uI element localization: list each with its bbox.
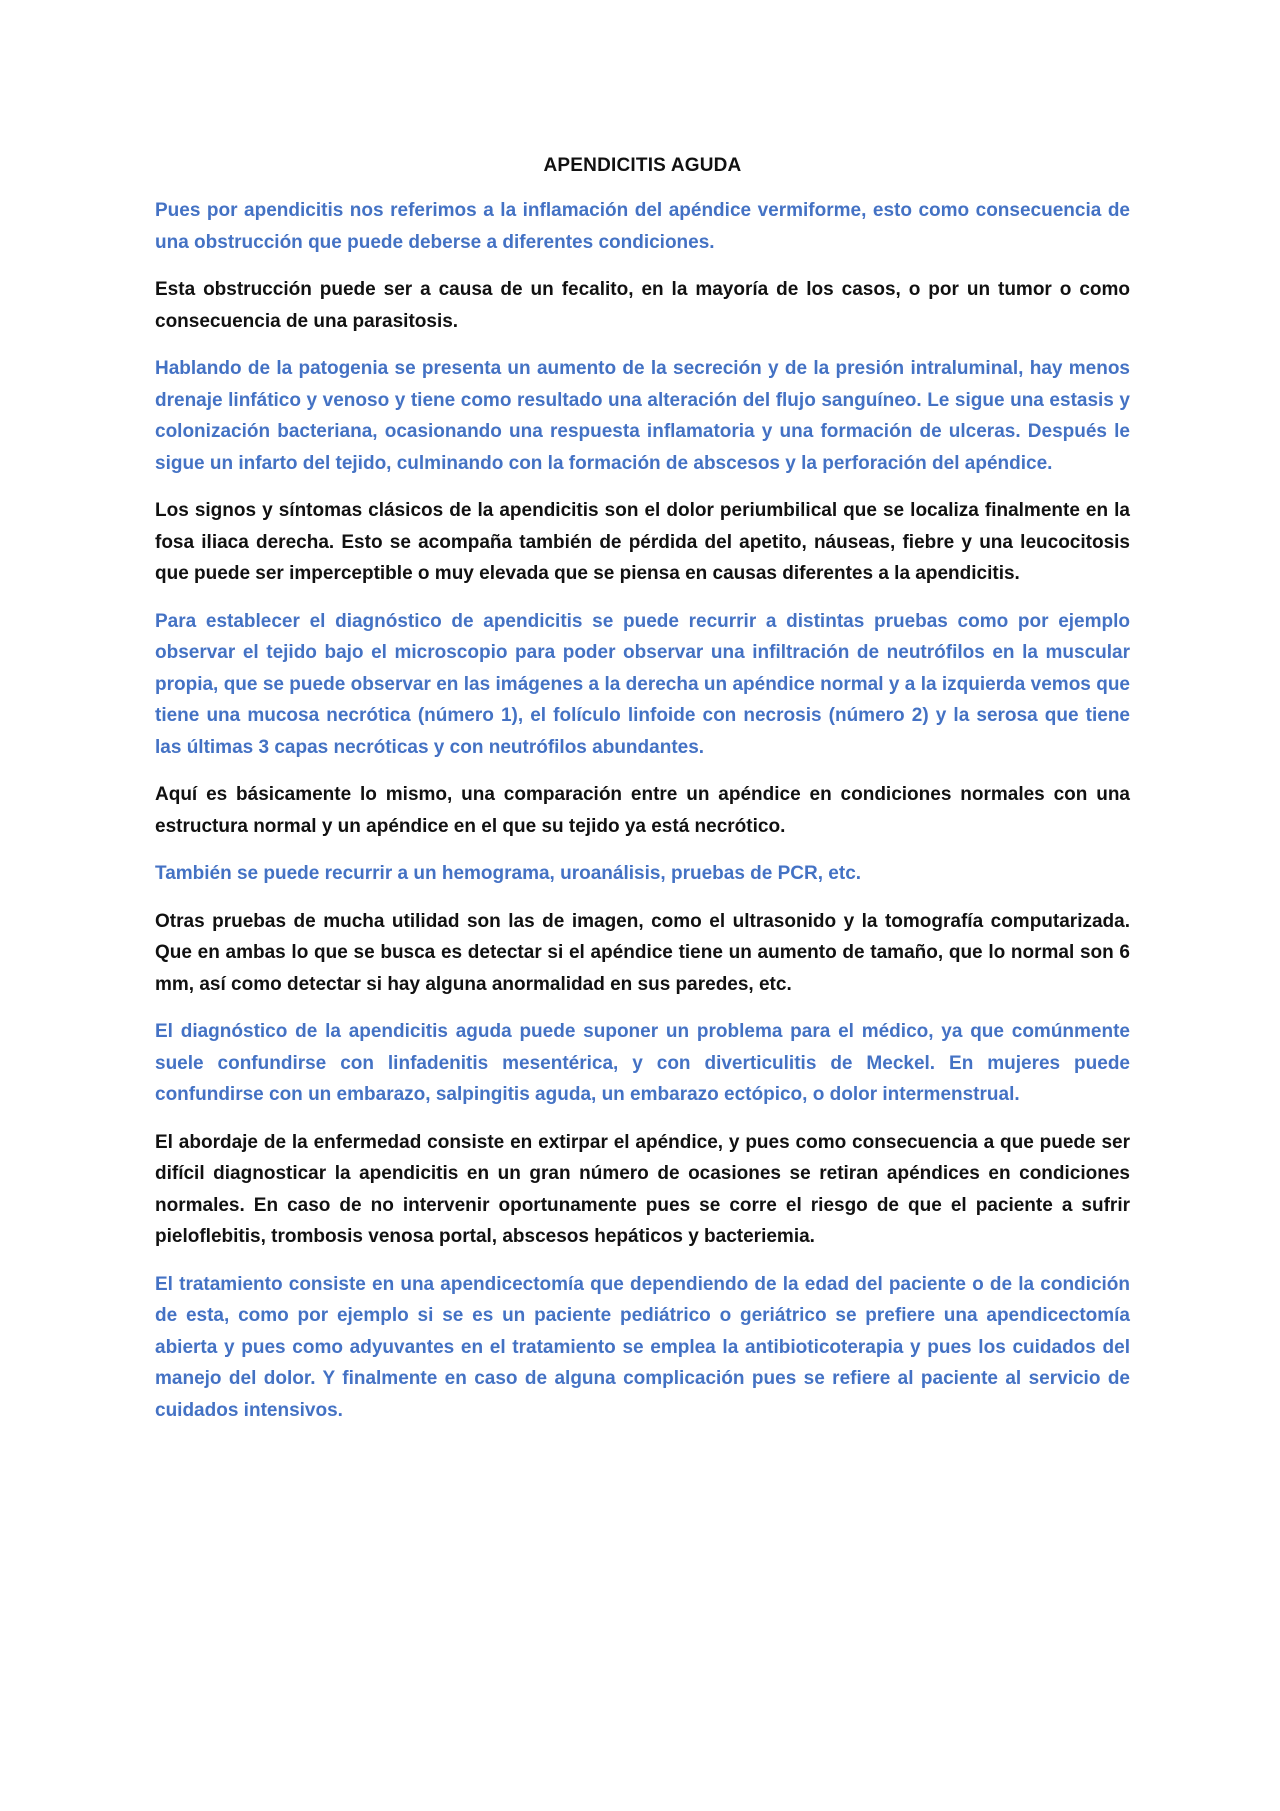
paragraph-treatment: El tratamiento consiste en una apendicectomía que dependiendo de la edad del paciente o de la condición de esta, como por ejemplo si se es un paciente pediátrico o geriátrico se prefiere una apendicectomía abierta y pues como adyuvantes en el tratamiento se emplea la antibioticoterapia y pues los cuidados del manejo del dolor. Y finalmente en caso de alguna complicación pues se refiere al paciente al servicio de cuidados intensivos. <box>155 1273 1130 1421</box>
document-title: APENDICITIS AGUDA <box>543 155 742 176</box>
paragraph-obstruction: Esta obstrucción puede ser a causa de un fecalito, en la mayoría de los casos, o por un tumor o como consecuencia de una parasitosis. <box>155 279 1130 332</box>
document-page <box>155 150 1130 1442</box>
paragraph-imaging: Otras pruebas de mucha utilidad son las de imagen, como el ultrasonido y la tomografía computarizada. Que en ambas lo que se busca es detectar si el apéndice tiene un aumento de tamaño, que lo normal son 6 mm, así como detectar si hay alguna anormalidad en sus paredes, etc. <box>155 910 1130 995</box>
paragraph-diagnosis-microscopy: Para establecer el diagnóstico de apendicitis se puede recurrir a distintas pruebas como por ejemplo observar el tejido bajo el microscopio para poder observar una infiltración de neutrófilos en la muscular propia, que se puede observar en las imágenes a la derecha un apéndice normal y a la izquierda vemos que tiene una mucosa necrótica (número 1), el folículo linfoide con necrosis (número 2) y la serosa que tiene las últimas 3 capas necróticas y con neutrófilos abundantes. <box>155 610 1130 758</box>
paragraph-symptoms: Los signos y síntomas clásicos de la apendicitis son el dolor periumbilical que se localiza finalmente en la fosa iliaca derecha. Esto se acompaña también de pérdida del apetito, náuseas, fiebre y una leucocitosis que puede ser imperceptible o muy elevada que se piensa en causas diferentes a la apendicitis. <box>155 500 1130 584</box>
paragraph-lab-tests: También se puede recurrir a un hemograma, uroanálisis, pruebas de PCR, etc. <box>155 863 862 884</box>
paragraph-comparison: Aquí es básicamente lo mismo, una comparación entre un apéndice en condiciones normales con una estructura normal y un apéndice en el que su tejido ya está necrótico. <box>155 784 1130 837</box>
paragraph-pathogenesis: Hablando de la patogenia se presenta un aumento de la secreción y de la presión intraluminal, hay menos drenaje linfático y venoso y tiene como resultado una alteración del flujo sanguíneo. Le sigue una estasis y colonización bacteriana, ocasionando una respuesta inflamatoria y una formación de ulceras. Después le sigue un infarto del tejido, culminando con la formación de abscesos y la perforación del apéndice. <box>155 358 1130 474</box>
paragraph-definition: Pues por apendicitis nos referimos a la inflamación del apéndice vermiforme, esto como consecuencia de una obstrucción que puede deberse a diferentes condiciones. <box>155 200 1130 253</box>
paragraph-management: El abordaje de la enfermedad consiste en extirpar el apéndice, y pues como consecuencia a que puede ser difícil diagnosticar la apendicitis en un gran número de ocasiones se retiran apéndices en condiciones normales. En caso de no intervenir oportunamente pues se corre el riesgo de que el paciente a sufrir pieloflebitis, trombosis venosa portal, abscesos hepáticos y bacteriemia. <box>155 1131 1130 1247</box>
paragraph-differential-diagnosis: El diagnóstico de la apendicitis aguda puede suponer un problema para el médico, ya que comúnmente suele confundirse con linfadenitis mesentérica, y con diverticulitis de Meckel. En mujeres puede confundirse con un embarazo, salpingitis aguda, un embarazo ectópico, o dolor intermenstrual. <box>155 1021 1130 1105</box>
